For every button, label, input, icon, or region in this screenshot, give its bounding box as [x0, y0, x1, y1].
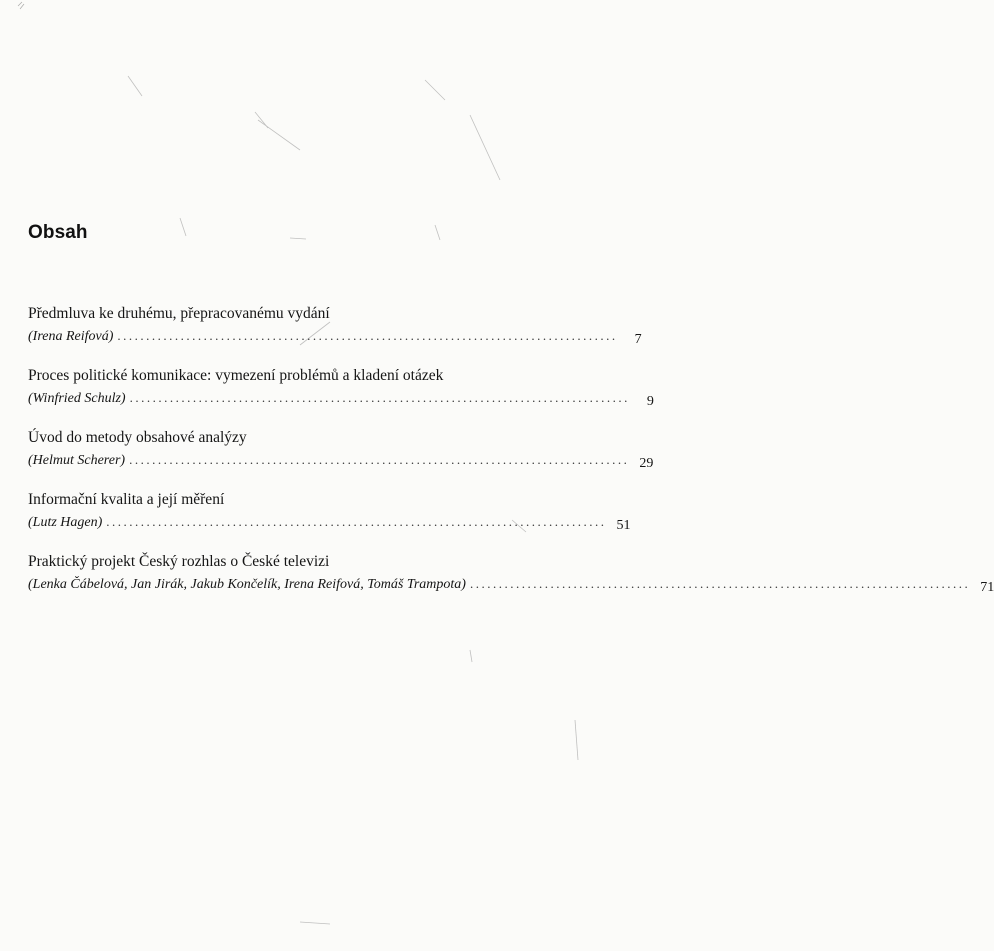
entry-authors: (Winfried Schulz) [28, 391, 126, 406]
entry-title: Předmluva ke druhému, přepracovanému vydání [28, 305, 330, 322]
entry-title: Informační kvalita a její měření [28, 491, 225, 508]
entry-authors: (Irena Reifová) [28, 329, 114, 344]
entry-page-number: 29 [639, 456, 654, 471]
entry-title: Praktický projekt Český rozhlas o České televizi [28, 553, 330, 570]
dot-leader: ....................................................................................... [117, 328, 618, 343]
entry-author-line [28, 325, 642, 347]
entry-author-line [28, 449, 654, 471]
entry-title: Úvod do metody obsahové analýzy [28, 429, 247, 446]
entry-page-number: 7 [634, 332, 642, 347]
toc-entry [28, 427, 654, 471]
entry-authors: (Lutz Hagen) [28, 515, 103, 530]
dot-leader: ....................................................................................... [469, 576, 971, 591]
toc-entry [28, 551, 994, 595]
entry-authors: (Lenka Čábelová, Jan Jirák, Jakub Končelík, Irena Reifová, Tomáš Trampota) [28, 577, 466, 592]
entry-author-line [28, 573, 994, 595]
entry-page-number: 51 [616, 518, 631, 533]
toc-entry [28, 303, 642, 347]
table-of-contents [28, 303, 994, 613]
entry-page-number: 9 [646, 394, 654, 409]
entry-author-line [28, 387, 654, 409]
entry-page-number: 71 [980, 580, 994, 595]
dot-leader: ....................................................................................... [106, 514, 607, 529]
dot-leader: ....................................................................................... [129, 452, 630, 467]
page-title: Obsah [28, 222, 88, 243]
toc-entry [28, 489, 631, 533]
dot-leader: ....................................................................................... [129, 390, 630, 405]
entry-title: Proces politické komunikace: vymezení problémů a kladení otázek [28, 367, 444, 384]
entry-author-line [28, 511, 631, 533]
entry-authors: (Helmut Scherer) [28, 453, 126, 468]
toc-entry [28, 365, 654, 409]
